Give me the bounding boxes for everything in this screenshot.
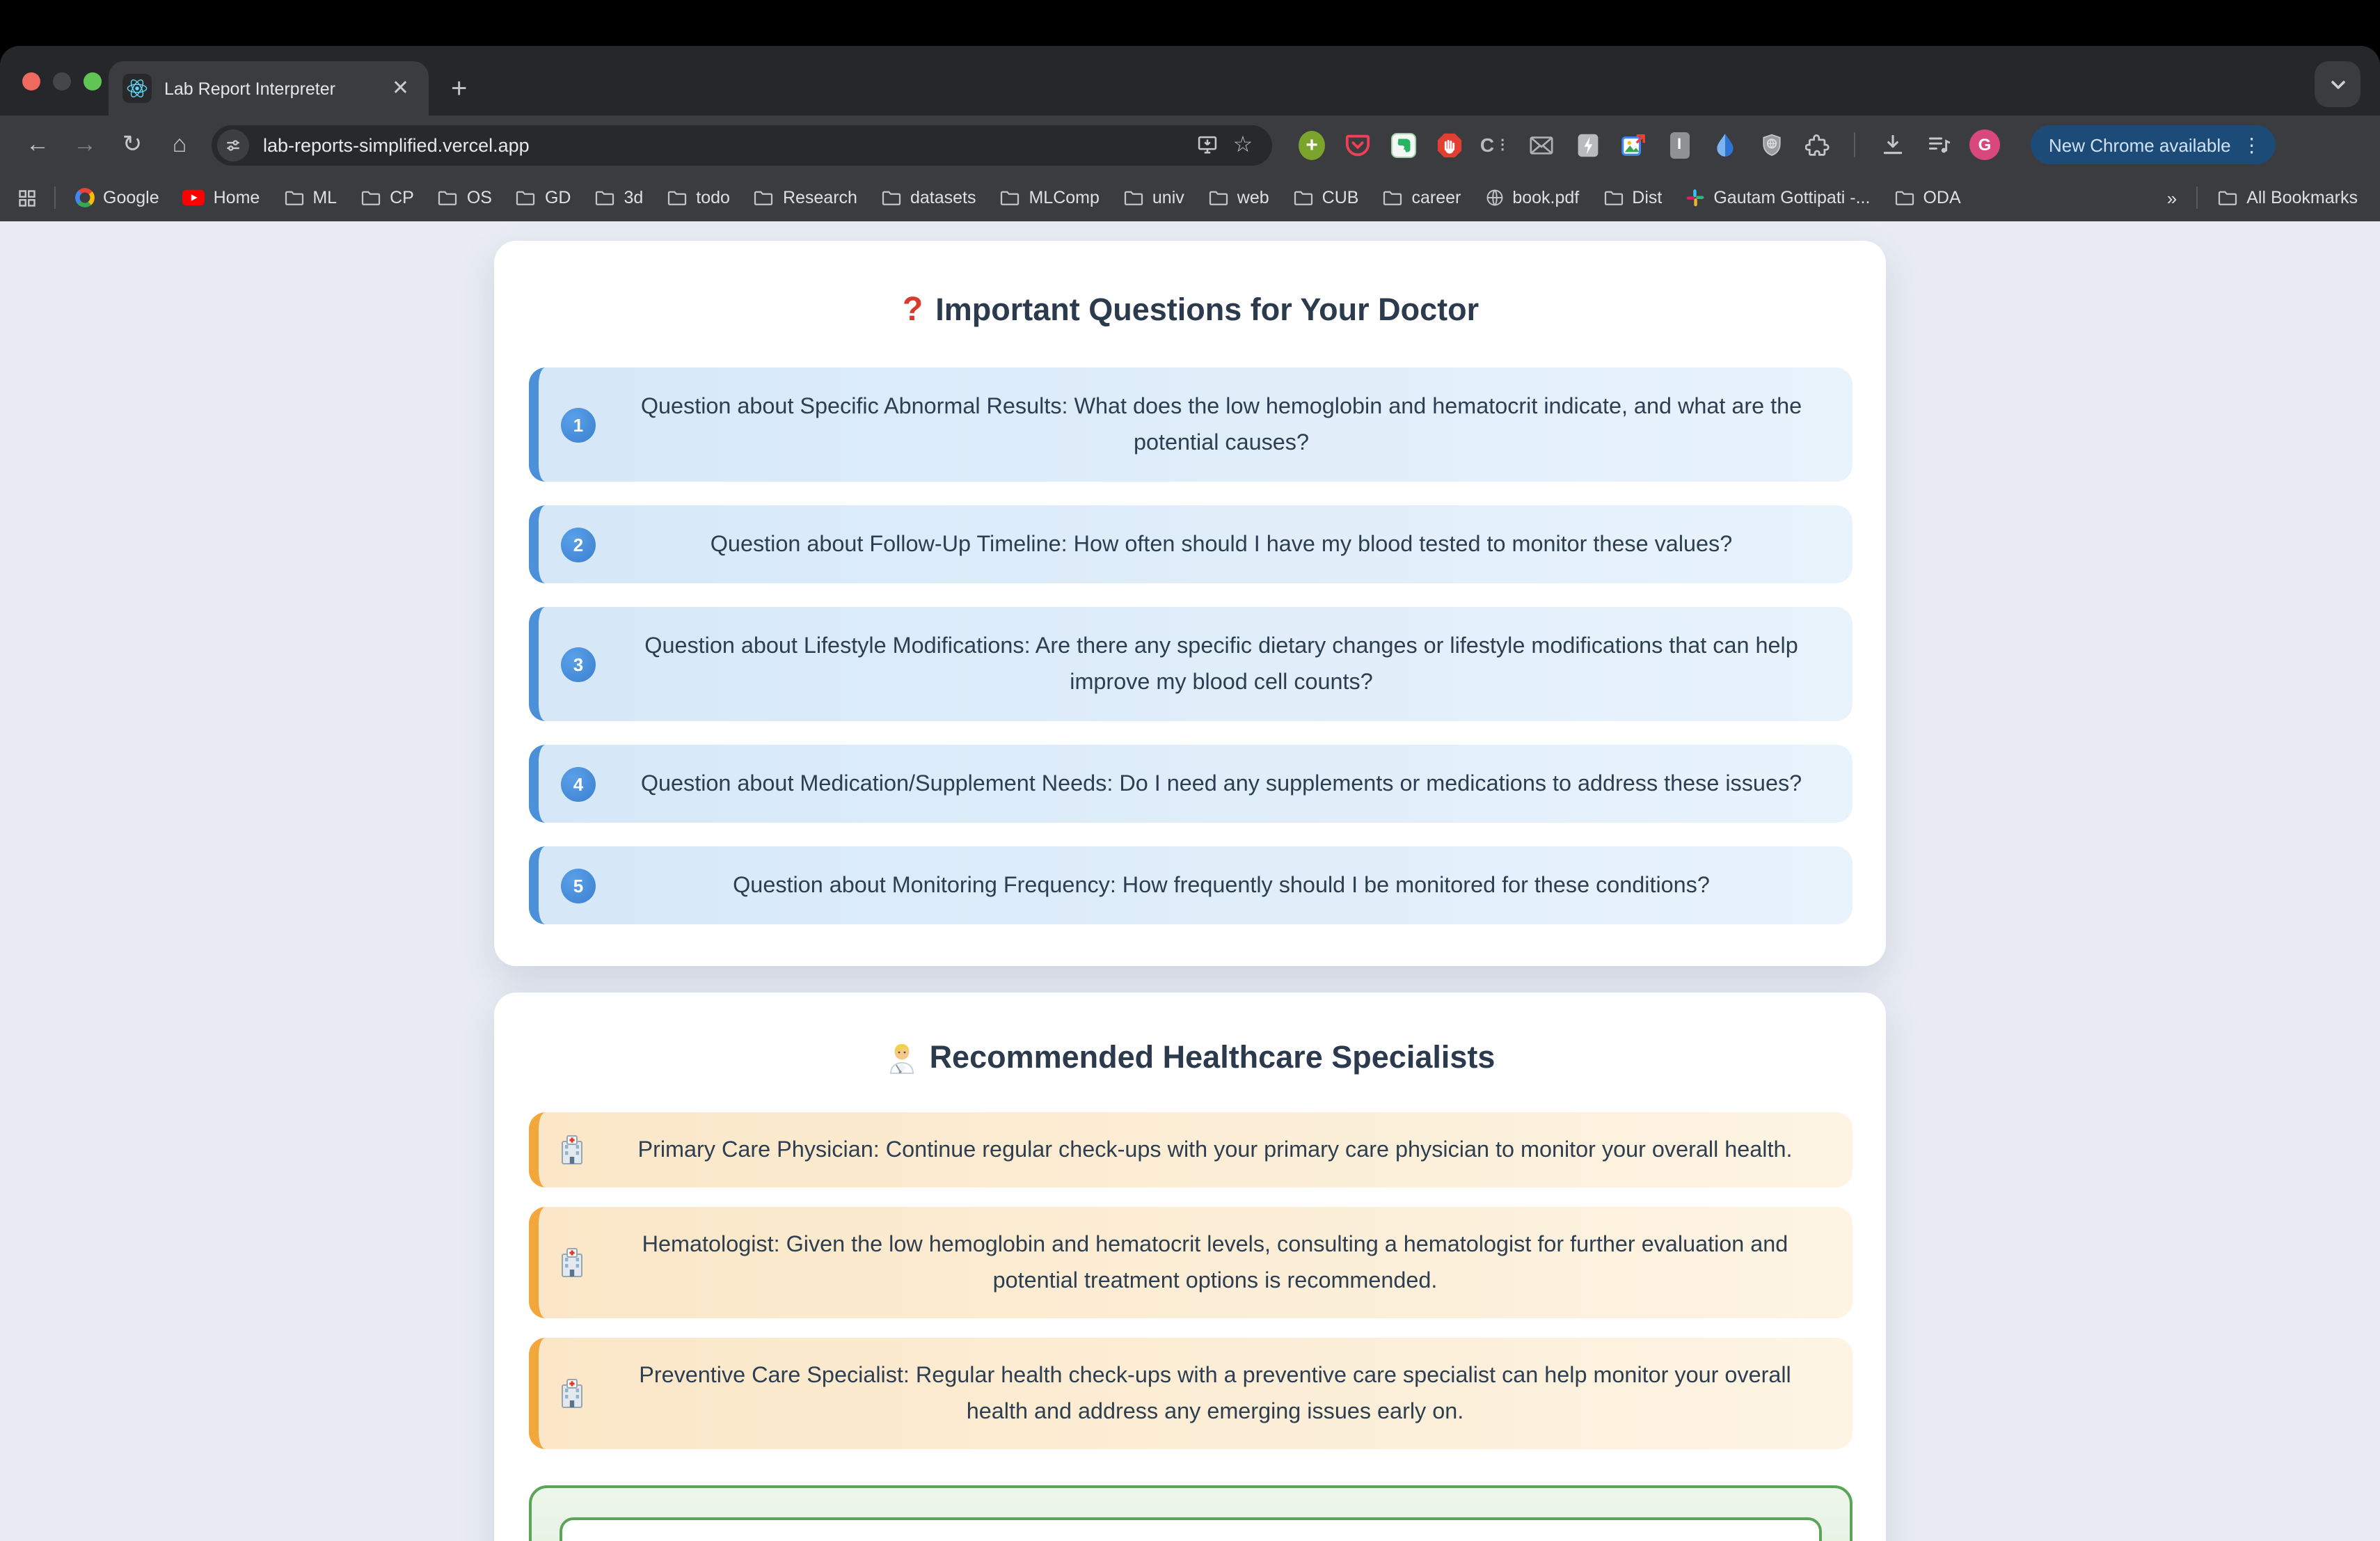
install-app-icon[interactable] bbox=[1189, 129, 1225, 160]
folder-icon bbox=[516, 188, 537, 207]
browser-window bbox=[0, 46, 2380, 1541]
specialists-card bbox=[494, 993, 1886, 1541]
folder-icon bbox=[1603, 188, 1624, 207]
question-text: Question about Medication/Supplement Needs: Do I need any supplements or medications to address these issues? bbox=[640, 771, 1802, 796]
bookmark-home[interactable]: Home bbox=[183, 188, 260, 207]
hospital-emoji-icon bbox=[558, 1247, 586, 1278]
question-text: Question about Follow-Up Timeline: How often should I have my blood tested to monitor these values? bbox=[710, 532, 1733, 557]
mail-extension-icon[interactable] bbox=[1527, 130, 1556, 159]
apps-grid-button[interactable] bbox=[17, 187, 38, 208]
question-item-5 bbox=[529, 846, 1853, 924]
folder-icon bbox=[754, 188, 775, 207]
questions-section-title: ? Important Questions for Your Doctor bbox=[902, 291, 1479, 329]
question-item-4 bbox=[529, 745, 1853, 823]
specialist-item-1 bbox=[529, 1112, 1853, 1187]
bookmark-folder-cp[interactable]: CP bbox=[360, 188, 414, 207]
bookmark-folder-oda[interactable]: ODA bbox=[1894, 188, 1960, 207]
summary-green-box bbox=[529, 1485, 1853, 1541]
react-favicon bbox=[122, 74, 152, 103]
tab-close-icon[interactable]: ✕ bbox=[391, 77, 409, 100]
image-share-extension-icon[interactable] bbox=[1619, 130, 1648, 159]
globe-icon bbox=[1484, 188, 1504, 207]
new-chrome-available-button[interactable] bbox=[2031, 125, 2276, 164]
folder-icon bbox=[881, 188, 902, 207]
folder-icon bbox=[283, 188, 304, 207]
bookmark-folder-cub[interactable]: CUB bbox=[1293, 188, 1359, 207]
bookmark-folder-dist[interactable]: Dist bbox=[1603, 188, 1662, 207]
bookmark-bookpdf[interactable]: book.pdf bbox=[1484, 188, 1579, 207]
question-number-badge: 1 bbox=[561, 407, 596, 442]
question-number-badge: 2 bbox=[561, 527, 596, 562]
tab-strip bbox=[0, 46, 2380, 116]
lightning-extension-icon[interactable] bbox=[1573, 130, 1602, 159]
hospital-emoji-icon bbox=[558, 1135, 586, 1165]
downloads-icon[interactable] bbox=[1878, 130, 1907, 159]
chevron-down-icon bbox=[2328, 74, 2347, 94]
questions-card bbox=[494, 241, 1886, 966]
question-text: Question about Specific Abnormal Results: What does the low hemoglobin and hematocrit indicate, and what are the potential causes? bbox=[640, 394, 1802, 455]
question-number-badge: 3 bbox=[561, 647, 596, 681]
folder-icon bbox=[1382, 188, 1403, 207]
profile-avatar[interactable]: G bbox=[1969, 129, 2000, 160]
bookmarks-bar bbox=[0, 174, 2380, 221]
toolbar-separator bbox=[1854, 132, 1855, 157]
new-chrome-label: New Chrome available bbox=[2049, 134, 2231, 155]
bookmarks-separator bbox=[2196, 187, 2198, 209]
specialist-text: Primary Care Physician: Continue regular check-ups with your primary care physician to monitor your overall health. bbox=[637, 1137, 1793, 1162]
folder-icon bbox=[594, 188, 615, 207]
question-number-badge: 5 bbox=[561, 868, 596, 903]
google-logo-icon bbox=[75, 188, 95, 207]
reload-button[interactable]: ↻ bbox=[122, 131, 143, 157]
bookmark-folder-datasets[interactable]: datasets bbox=[881, 188, 976, 207]
tab-lab-report-interpreter[interactable] bbox=[109, 61, 429, 116]
i-extension-icon[interactable]: I bbox=[1665, 130, 1694, 159]
bookmark-slack-gautam[interactable]: Gautam Gottipati -... bbox=[1685, 188, 1870, 207]
tab-search-button[interactable] bbox=[2315, 61, 2361, 107]
tab-title: Lab Report Interpreter bbox=[164, 79, 335, 98]
site-settings-icon[interactable] bbox=[217, 129, 249, 161]
folder-icon bbox=[1123, 188, 1144, 207]
bookmark-star-icon[interactable]: ☆ bbox=[1232, 134, 1253, 157]
earth-extension-icon[interactable] bbox=[1711, 130, 1740, 159]
bookmark-folder-os[interactable]: OS bbox=[438, 188, 492, 207]
bookmark-folder-todo[interactable]: todo bbox=[667, 188, 730, 207]
home-button[interactable]: ⌂ bbox=[172, 131, 187, 157]
specialist-item-3 bbox=[529, 1338, 1853, 1449]
add-extension-icon[interactable]: + bbox=[1297, 130, 1326, 159]
doctor-emoji-icon bbox=[887, 1041, 917, 1075]
youtube-icon bbox=[183, 189, 205, 206]
media-queue-icon[interactable] bbox=[1923, 130, 1953, 159]
bookmark-folder-ml[interactable]: ML bbox=[283, 188, 337, 207]
bookmark-folder-web[interactable]: web bbox=[1208, 188, 1269, 207]
question-item-2 bbox=[529, 505, 1853, 583]
folder-icon bbox=[667, 188, 688, 207]
questions-list bbox=[529, 368, 1853, 924]
folder-icon bbox=[360, 188, 381, 207]
folder-icon bbox=[1894, 188, 1914, 207]
bookmark-folder-3d[interactable]: 3d bbox=[594, 188, 643, 207]
folder-icon bbox=[2217, 188, 2238, 207]
specialist-item-2 bbox=[529, 1207, 1853, 1318]
adblock-extension-icon[interactable] bbox=[1435, 130, 1464, 159]
folder-icon bbox=[1293, 188, 1314, 207]
bookmark-folder-research[interactable]: Research bbox=[754, 188, 857, 207]
new-tab-button[interactable]: + bbox=[451, 74, 468, 104]
question-text: Question about Lifestyle Modifications: Are there any specific dietary changes or lifestyle modifications that can help improve my blood cell counts? bbox=[644, 633, 1798, 695]
address-bar[interactable] bbox=[212, 125, 1272, 165]
pocket-extension-icon[interactable] bbox=[1343, 130, 1372, 159]
close-window-button[interactable] bbox=[22, 72, 40, 90]
question-item-1 bbox=[529, 368, 1853, 482]
forward-button[interactable]: → bbox=[73, 131, 97, 157]
all-bookmarks-button[interactable]: All Bookmarks bbox=[2217, 188, 2358, 207]
specialist-text: Preventive Care Specialist: Regular health check-ups with a preventive care specialist can help monitor your overall health and address any emerging issues early on. bbox=[639, 1363, 1791, 1424]
extensions-row bbox=[1297, 125, 2276, 164]
folder-icon bbox=[999, 188, 1020, 207]
evernote-extension-icon[interactable] bbox=[1389, 130, 1418, 159]
bookmark-folder-gd[interactable]: GD bbox=[516, 188, 571, 207]
browser-toolbar bbox=[0, 116, 2380, 174]
colorzilla-extension-icon[interactable]: C ⋮ bbox=[1479, 134, 1512, 156]
question-text: Question about Monitoring Frequency: How frequently should I be monitored for these conditions? bbox=[733, 873, 1710, 898]
extensions-puzzle-icon[interactable] bbox=[1802, 130, 1832, 159]
bookmark-folder-career[interactable]: career bbox=[1382, 188, 1461, 207]
specialists-list bbox=[529, 1112, 1853, 1449]
folder-icon bbox=[1208, 188, 1229, 207]
bookmark-folder-univ[interactable]: univ bbox=[1123, 188, 1184, 207]
summary-inner-box bbox=[560, 1517, 1822, 1541]
kebab-menu-icon[interactable]: ⋮ bbox=[2242, 133, 2262, 155]
back-button[interactable]: ← bbox=[26, 131, 49, 157]
red-question-mark-icon: ? bbox=[902, 291, 923, 329]
page-viewport bbox=[0, 221, 2380, 1541]
folder-icon bbox=[438, 188, 459, 207]
privacy-shield-icon[interactable] bbox=[1756, 130, 1786, 159]
minimize-window-button[interactable] bbox=[53, 72, 71, 90]
maximize-window-button[interactable] bbox=[84, 72, 102, 90]
question-item-3 bbox=[529, 607, 1853, 721]
desktop-background bbox=[0, 0, 2380, 46]
question-number-badge: 4 bbox=[561, 766, 596, 801]
url-text[interactable]: lab-reports-simplified.vercel.app bbox=[263, 134, 530, 155]
bookmark-google[interactable]: Google bbox=[75, 188, 159, 207]
specialist-text: Hematologist: Given the low hemoglobin and hematocrit levels, consulting a hematologist for further evaluation and potential treatment options is recommended. bbox=[642, 1232, 1788, 1293]
hospital-emoji-icon bbox=[558, 1378, 586, 1409]
bookmarks-overflow-button[interactable]: » bbox=[2166, 187, 2177, 208]
window-controls bbox=[22, 72, 102, 90]
bookmarks-separator bbox=[54, 187, 56, 209]
specialists-section-title: Recommended Healthcare Specialists bbox=[529, 1040, 1853, 1076]
bookmark-folder-mlcomp[interactable]: MLComp bbox=[999, 188, 1099, 207]
slack-icon bbox=[1685, 188, 1705, 207]
